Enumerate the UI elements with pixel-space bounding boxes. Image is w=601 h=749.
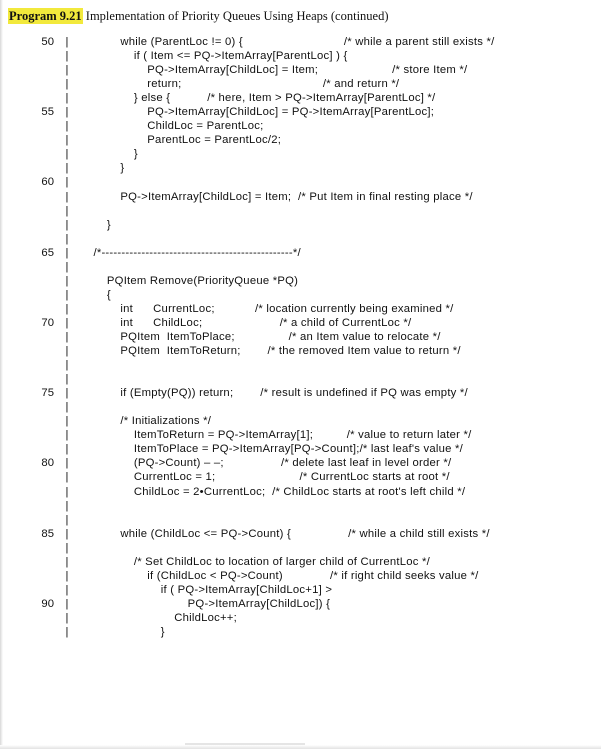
gutter-bar: | (65, 218, 69, 231)
code-line (0, 176, 601, 190)
code-text: return; /* and return */ (80, 78, 400, 91)
gutter-bar: | (65, 330, 69, 343)
code-line (0, 289, 601, 303)
code-text: } (80, 625, 165, 638)
gutter-bar: | (65, 64, 69, 77)
gutter-bar: | (65, 499, 69, 512)
gutter-bar: | (65, 597, 69, 610)
code-text: PQItem ItemToReturn; /* the removed Item value to return */ (80, 345, 461, 358)
code-text: if (Empty(PQ)) return; /* result is undefined if PQ was empty */ (80, 387, 468, 400)
code-line (0, 626, 601, 640)
code-line (0, 598, 601, 612)
gutter-bar: | (65, 204, 69, 217)
line-number: 80 (41, 457, 54, 470)
code-text: PQ->ItemArray[ChildLoc]) { (80, 597, 331, 610)
gutter-bar: | (65, 359, 69, 372)
code-listing (0, 36, 601, 640)
code-text: if ( PQ->ItemArray[ChildLoc+1] > (80, 583, 333, 596)
code-line (0, 359, 601, 373)
gutter-bar: | (65, 302, 69, 315)
gutter-bar: | (65, 120, 69, 133)
code-line (0, 542, 601, 556)
code-text: if ( Item <= PQ->ItemArray[ParentLoc] ) { (80, 50, 348, 63)
gutter-bar: | (65, 316, 69, 329)
code-text: PQItem Remove(PriorityQueue *PQ) (80, 274, 299, 287)
code-line (0, 92, 601, 106)
code-line (0, 415, 601, 429)
code-text: CurrentLoc = 1; /* CurrentLoc starts at root */ (80, 471, 450, 484)
gutter-bar: | (65, 401, 69, 414)
code-text: } else { /* here, Item > PQ->ItemArray[ParentLoc] */ (80, 92, 436, 105)
gutter-bar: | (65, 569, 69, 582)
gutter-bar: | (65, 527, 69, 540)
gutter-bar: | (65, 106, 69, 119)
gutter-bar: | (65, 260, 69, 273)
gutter-bar: | (65, 36, 69, 48)
code-text: while (ParentLoc != 0) { /* while a parent still exists */ (80, 36, 495, 48)
code-line (0, 64, 601, 78)
code-line (0, 134, 601, 148)
code-text: ChildLoc++; (80, 611, 237, 624)
code-line (0, 317, 601, 331)
gutter-bar: | (65, 583, 69, 596)
code-text: int ChildLoc; /* a child of CurrentLoc */ (80, 316, 412, 329)
code-text: PQ->ItemArray[ChildLoc] = Item; /* Put Item in final resting place */ (80, 190, 473, 203)
code-line (0, 584, 601, 598)
code-line (0, 50, 601, 64)
code-line (0, 373, 601, 387)
code-line (0, 261, 601, 275)
code-line (0, 303, 601, 317)
gutter-bar: | (65, 611, 69, 624)
gutter-bar: | (65, 443, 69, 456)
code-line (0, 148, 601, 162)
line-number: 50 (41, 36, 54, 48)
code-line (0, 443, 601, 457)
code-text: ChildLoc = ParentLoc; (80, 120, 264, 133)
gutter-bar: | (65, 246, 69, 259)
gutter-bar: | (65, 162, 69, 175)
figure-caption (8, 9, 389, 24)
program-number-label: Program 9.21 (9, 9, 82, 23)
gutter-bar: | (65, 190, 69, 203)
code-line (0, 401, 601, 415)
gutter-bar: | (65, 429, 69, 442)
code-line (0, 191, 601, 205)
code-line (0, 528, 601, 542)
gutter-bar: | (65, 415, 69, 428)
code-text: (PQ->Count) – –; /* delete last leaf in level order */ (80, 457, 452, 470)
caption-text: Implementation of Priority Queues Using Heaps (continued) (85, 9, 389, 23)
gutter-bar: | (65, 134, 69, 147)
code-text: } (80, 162, 125, 175)
code-line (0, 486, 601, 500)
line-number: 60 (41, 176, 54, 189)
gutter-bar: | (65, 232, 69, 245)
line-number: 85 (41, 527, 54, 540)
code-text: PQ->ItemArray[ChildLoc] = PQ->ItemArray[ParentLoc]; (80, 106, 435, 119)
code-line (0, 387, 601, 401)
line-number: 55 (41, 106, 54, 119)
code-text: PQItem ItemToPlace; /* an Item value to relocate */ (80, 330, 441, 343)
code-line (0, 233, 601, 247)
code-line (0, 345, 601, 359)
gutter-bar: | (65, 148, 69, 161)
gutter-bar: | (65, 92, 69, 105)
line-number: 65 (41, 246, 54, 259)
gutter-bar: | (65, 625, 69, 638)
gutter-bar: | (65, 345, 69, 358)
gutter-bar: | (65, 50, 69, 63)
code-text: ItemToReturn = PQ->ItemArray[1]; /* value to return later */ (80, 429, 472, 442)
code-line (0, 556, 601, 570)
scan-smudge (185, 743, 305, 749)
code-text: PQ->ItemArray[ChildLoc] = Item; /* store Item */ (80, 64, 468, 77)
code-text: while (ChildLoc <= PQ->Count) { /* while a child still exists */ (80, 527, 490, 540)
gutter-bar: | (65, 555, 69, 568)
gutter-bar: | (65, 78, 69, 91)
line-number: 70 (41, 316, 54, 329)
gutter-bar: | (65, 373, 69, 386)
gutter-bar: | (65, 274, 69, 287)
line-number: 90 (41, 597, 54, 610)
code-line (0, 247, 601, 261)
code-line (0, 570, 601, 584)
code-text: } (80, 148, 138, 161)
code-text: ChildLoc = 2•CurrentLoc; /* ChildLoc starts at root's left child */ (80, 485, 466, 498)
code-line (0, 162, 601, 176)
code-text: /* Initializations */ (80, 415, 212, 428)
gutter-bar: | (65, 485, 69, 498)
gutter-bar: | (65, 288, 69, 301)
line-number: 75 (41, 387, 54, 400)
code-text: /* Set ChildLoc to location of larger child of CurrentLoc */ (80, 555, 430, 568)
code-text: if (ChildLoc < PQ->Count) /* if right child seeks value */ (80, 569, 479, 582)
code-line (0, 429, 601, 443)
code-text: int CurrentLoc; /* location currently being examined */ (80, 302, 454, 315)
code-text: { (80, 288, 111, 301)
code-text: ItemToPlace = PQ->ItemArray[PQ->Count];/* last leaf's value */ (80, 443, 463, 456)
gutter-bar: | (65, 541, 69, 554)
code-line (0, 78, 601, 92)
code-text: ParentLoc = ParentLoc/2; (80, 134, 282, 147)
code-line (0, 106, 601, 120)
code-line (0, 275, 601, 289)
code-text: } (80, 218, 111, 231)
code-line (0, 331, 601, 345)
gutter-bar: | (65, 387, 69, 400)
code-line (0, 500, 601, 514)
code-line (0, 457, 601, 471)
gutter-bar: | (65, 513, 69, 526)
code-line (0, 205, 601, 219)
code-line (0, 219, 601, 233)
code-line (0, 36, 601, 50)
gutter-bar: | (65, 471, 69, 484)
code-line (0, 120, 601, 134)
page-edge-shading-bottom (0, 745, 601, 749)
code-line (0, 471, 601, 485)
code-text: /*------------------------------------------------*/ (80, 246, 301, 259)
gutter-bar: | (65, 457, 69, 470)
code-line (0, 612, 601, 626)
gutter-bar: | (65, 176, 69, 189)
code-line (0, 514, 601, 528)
